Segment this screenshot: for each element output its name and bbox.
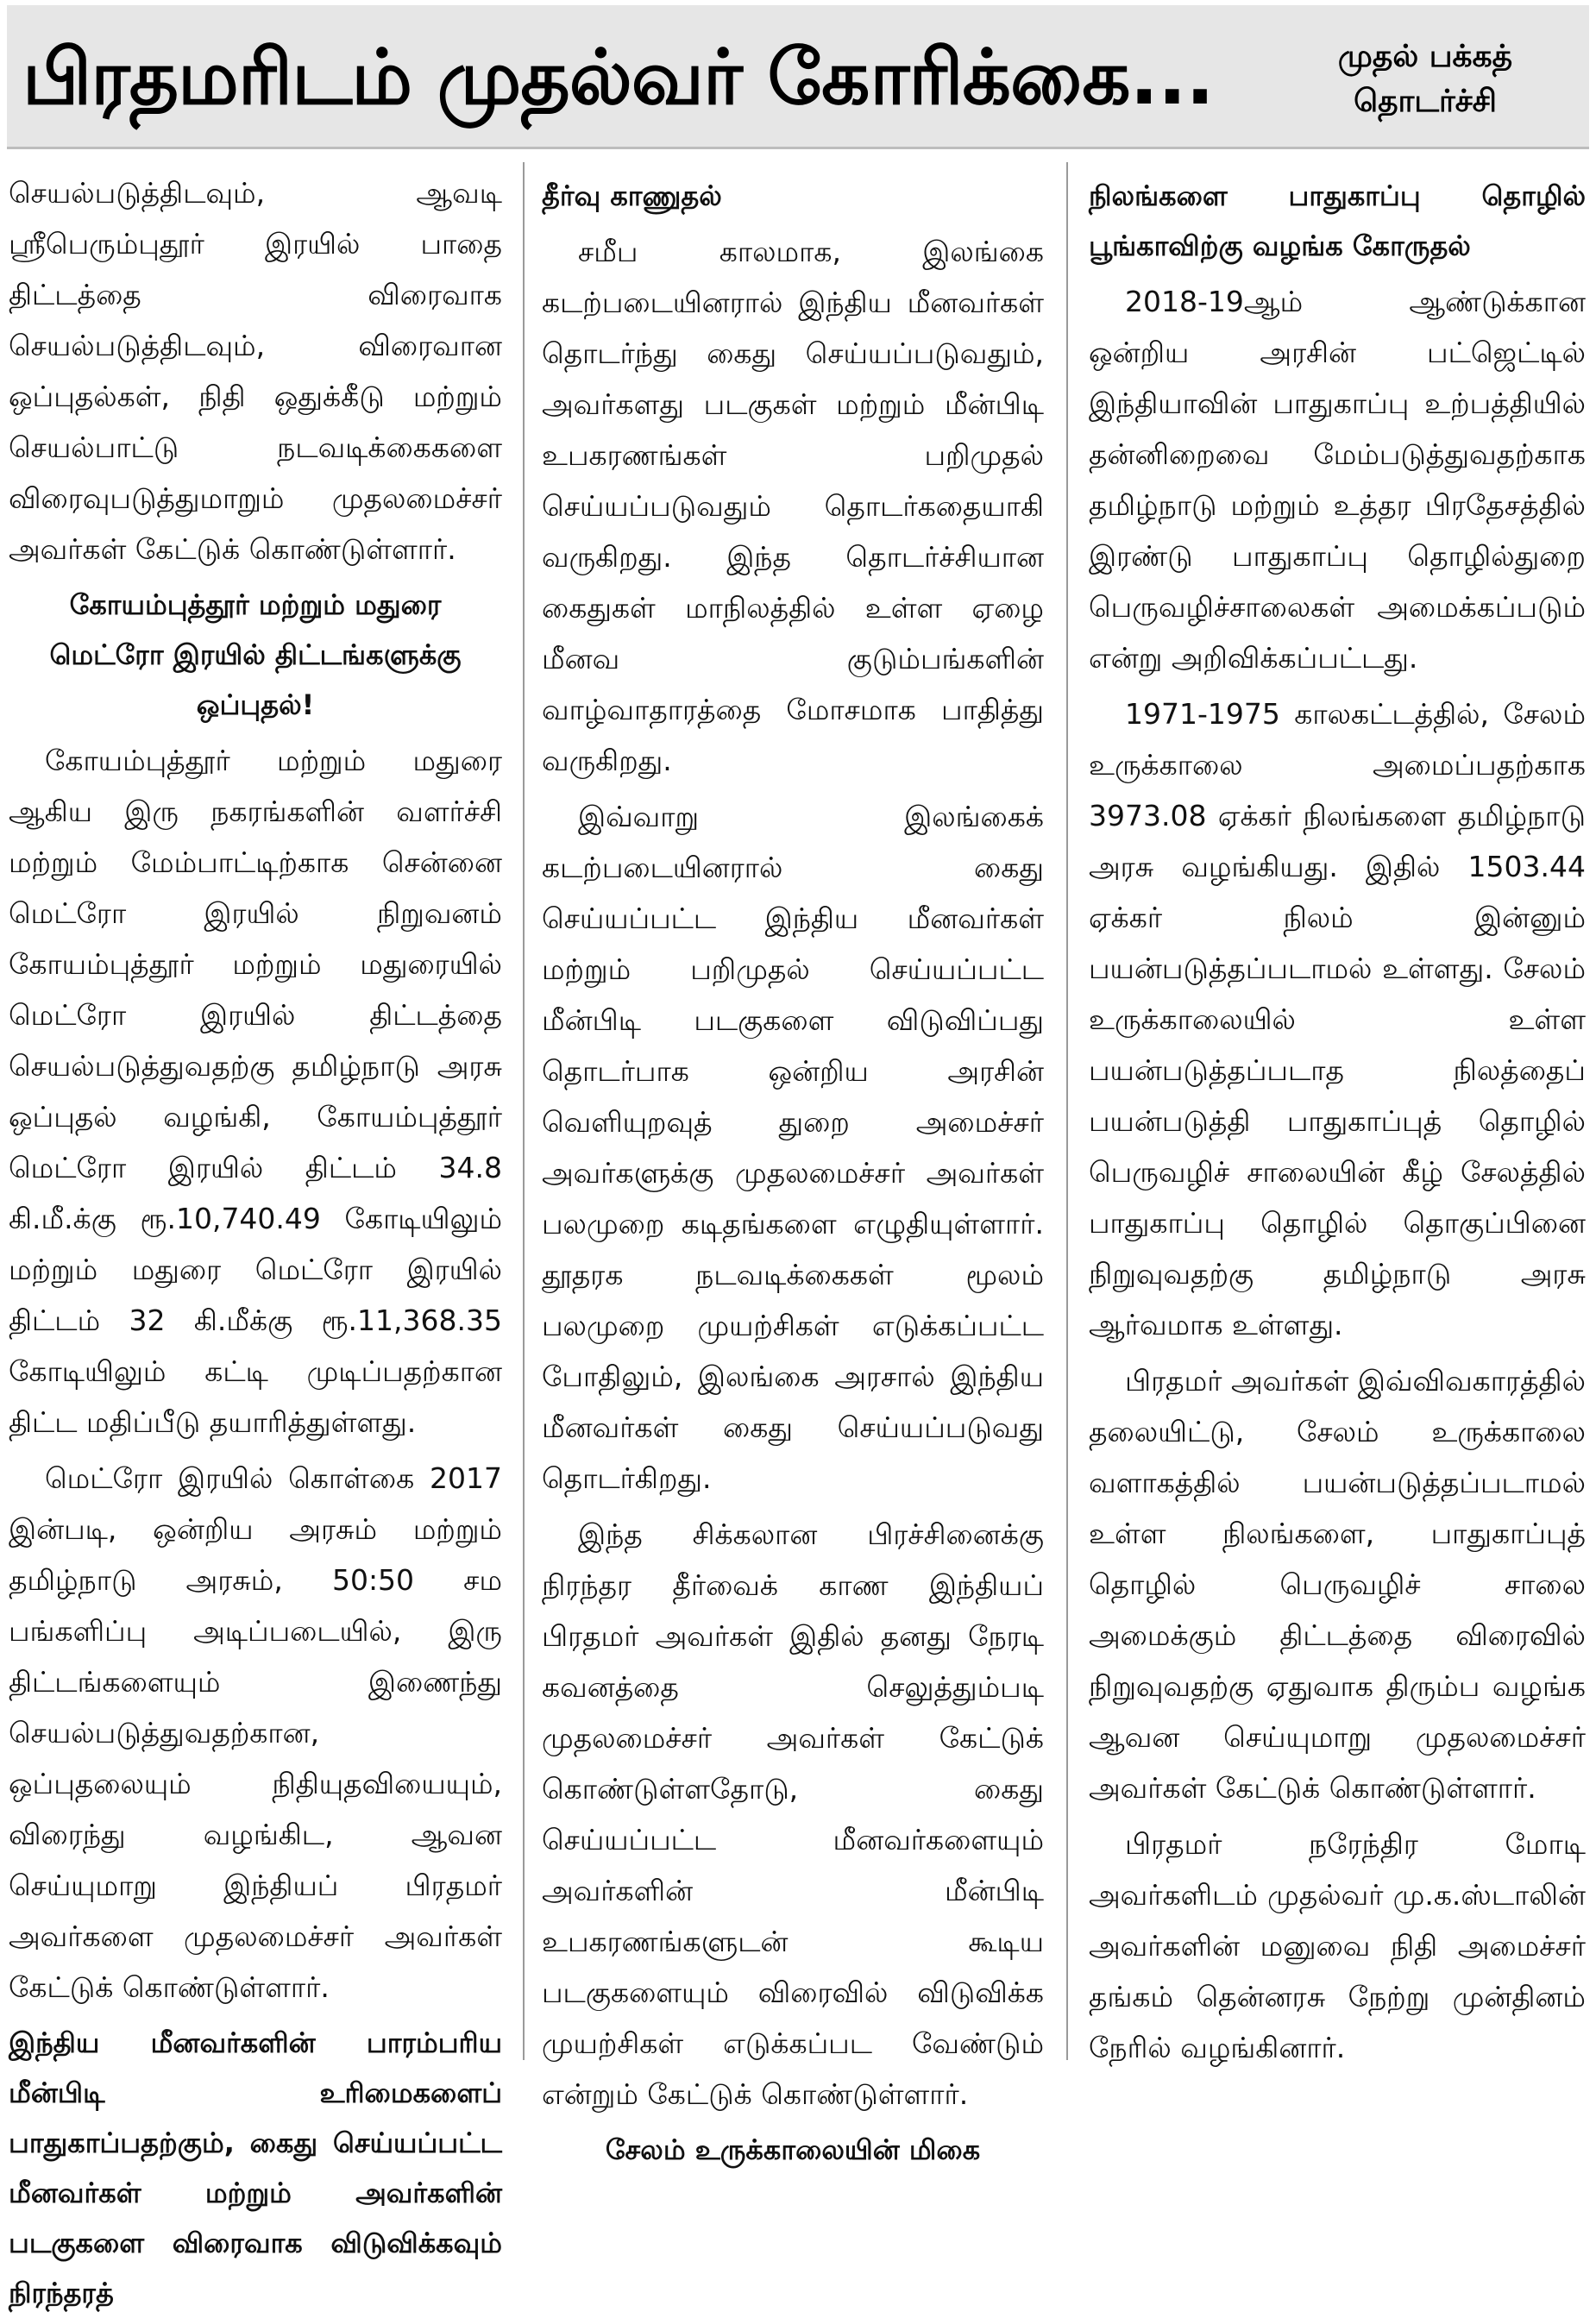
column1-paragraph-1: செயல்படுத்திடவும், ஆவடி ஸ்ரீபெரும்புதூர் இரயில் பாதை திட்டத்தை விரைவாக செயல்படுத்திடவும், விரைவான ஒப்புதல்கள், நிதி ஒதுக்கீடு மற்றும் செயல்பாட்டு நடவடிக்கைகளை விரைவுபடுத்துமாறும் முதலமைச்சர் அவர்கள் கேட்டுக் கொண்டுள்ளார். xyxy=(9,176,502,566)
column-3 xyxy=(1089,167,1586,2064)
column1-subheading-1 xyxy=(9,580,502,730)
column2-paragraph-1: சமீப காலமாக, இலங்கை கடற்படையினரால் இந்திய மீனவர்கள் தொடர்ந்து கைது செய்யப்படுவதும், அவர்களது படகுகள் மற்றும் மீன்பிடி உபகரணங்கள் பறிமுதல் செய்யப்படுவதும் தொடர்கதையாகி வருகிறது. இந்த தொடர்ச்சியான கைதுகள் மாநிலத்தில் உள்ள ஏழை மீனவ குடும்பங்களின் வாழ்வாதாரத்தை மோசமாக பாதித்து வருகிறது. xyxy=(542,235,1044,777)
column1-paragraph-2: கோயம்புத்தூர் மற்றும் மதுரை ஆகிய இரு நகரங்களின் வளர்ச்சி மற்றும் மேம்பாட்டிற்காக சென்னை மெட்ரோ இரயில் நிறுவனம் கோயம்புத்தூர் மற்றும் மதுரையில் மெட்ரோ இரயில் திட்டத்தை செயல்படுத்துவதற்கு தமிழ்நாடு அரசு ஒப்புதல் வழங்கி, கோயம்புத்தூர் மெட்ரோ இரயில் திட்டம் 34.8 கி.மீ.க்கு ரூ.10,740.49 கோடியிலும் மற்றும் மதுரை மெட்ரோ இரயில் திட்டம் 32 கி.மீக்கு ரூ.11,368.35 கோடியிலும் கட்டி முடிப்பதற்கான திட்ட மதிப்பீடு தயாரித்துள்ளது. xyxy=(9,744,502,1439)
continuation-note xyxy=(1296,35,1555,124)
headline-banner xyxy=(7,5,1589,149)
column2-subheading-2: சேலம் உருக்காலையின் மிகை xyxy=(605,2133,981,2166)
column-divider-2 xyxy=(1066,162,1068,2060)
continuation-note-line1: முதல் பக்கத் xyxy=(1337,39,1513,74)
column1-paragraph-3: மெட்ரோ இரயில் கொள்கை 2017 இன்படி, ஒன்றிய அரசும் மற்றும் தமிழ்நாடு அரசும், 50:50 சம பங்களிப்பு அடிப்படையில், இரு திட்டங்களையும் இணைந்து செயல்படுத்துவதற்கான, ஒப்புதலையும் நிதியுதவியையும், விரைந்து வழங்கிட, ஆவன செய்யுமாறு இந்தியப் பிரதமர் அவர்களை முதலமைச்சர் அவர்கள் கேட்டுக் கொண்டுள்ளார். xyxy=(9,1461,502,2004)
continuation-note-line2: தொடர்ச்சி xyxy=(1354,84,1497,119)
column-2 xyxy=(542,167,1044,2166)
column3-paragraph-4: பிரதமர் நரேந்திர மோடி அவர்களிடம் முதல்வர் மு.க.ஸ்டாலின் அவர்களின் மனுவை நிதி அமைச்சர் தங்கம் தென்னரசு நேற்று முன்தினம் நேரில் வழங்கினார். xyxy=(1089,1827,1586,2064)
column3-paragraph-2: 1971-1975 காலகட்டத்தில், சேலம் உருக்காலை அமைப்பதற்காக 3973.08 ஏக்கர் நிலங்களை தமிழ்நாடு அரசு வழங்கியது. இதில் 1503.44 ஏக்கர் நிலம் இன்னும் பயன்படுத்தப்படாமல் உள்ளது. சேலம் உருக்காலையில் உள்ள பயன்படுத்தப்படாத நிலத்தைப் பயன்படுத்தி பாதுகாப்புத் தொழில் பெருவழிச் சாலையின் கீழ் சேலத்தில் பாதுகாப்பு தொழில் தொகுப்பினை நிறுவுவதற்கு தமிழ்நாடு அரசு ஆர்வமாக உள்ளது. xyxy=(1089,697,1586,1341)
column1-subheading-1-line1: கோயம்புத்தூர் மற்றும் மதுரை xyxy=(69,588,442,621)
column-1 xyxy=(9,167,502,2309)
column2-paragraph-2: இவ்வாறு இலங்கைக் கடற்படையினரால் கைது செய்யப்பட்ட இந்திய மீனவர்கள் மற்றும் பறிமுதல் செய்யப்பட்ட மீன்பிடி படகுகளை விடுவிப்பது தொடர்பாக ஒன்றிய அரசின் வெளியுறவுத் துறை அமைச்சர் அவர்களுக்கு முதலமைச்சர் அவர்கள் பலமுறை கடிதங்களை எழுதியுள்ளார். தூதரக நடவடிக்கைகள் மூலம் பலமுறை முயற்சிகள் எடுக்கப்பட்ட போதிலும், இலங்கை அரசால் இந்திய மீனவர்கள் கைது செய்யப்படுவது தொடர்கிறது. xyxy=(542,800,1044,1495)
column3-subheading-1: நிலங்களை பாதுகாப்பு தொழில் பூங்காவிற்கு வழங்க கோருதல் xyxy=(1089,179,1586,262)
headline: பிரதமரிடம் முதல்வர் கோரிக்கை... xyxy=(22,33,1214,122)
column-divider-1 xyxy=(523,162,525,2060)
column2-paragraph-3: இந்த சிக்கலான பிரச்சினைக்கு நிரந்தர தீர்வைக் காண இந்தியப் பிரதமர் அவர்கள் இதில் தனது நேரடி கவனத்தை செலுத்தும்படி முதலமைச்சர் அவர்கள் கேட்டுக் கொண்டுள்ளதோடு, கைது செய்யப்பட்ட மீனவர்களையும் அவர்களின் மீன்பிடி உபகரணங்களுடன் கூடிய படகுகளையும் விரைவில் விடுவிக்க முயற்சிகள் எடுக்கப்பட வேண்டும் என்றும் கேட்டுக் கொண்டுள்ளார். xyxy=(542,1517,1044,2111)
column3-paragraph-3: பிரதமர் அவர்கள் இவ்விவகாரத்தில் தலையிட்டு, சேலம் உருக்காலை வளாகத்தில் பயன்படுத்தப்படாமல் உள்ள நிலங்களை, பாதுகாப்புத் தொழில் பெருவழிச் சாலை அமைக்கும் திட்டத்தை விரைவில் நிறுவுவதற்கு ஏதுவாக திரும்ப வழங்க ஆவன செய்யுமாறு முதலமைச்சர் அவர்கள் கேட்டுக் கொண்டுள்ளார். xyxy=(1089,1364,1586,1805)
column1-subheading-2: இந்திய மீனவர்களின் பாரம்பரிய மீன்பிடி உரிமைகளைப் பாதுகாப்பதற்கும், கைது செய்யப்பட்ட மீனவர்கள் மற்றும் அவர்களின் படகுகளை விரைவாக விடுவிக்கவும் நிரந்தரத் xyxy=(9,2026,502,2309)
column3-paragraph-1: 2018-19ஆம் ஆண்டுக்கான ஒன்றிய அரசின் பட்ஜெட்டில் இந்தியாவின் பாதுகாப்பு உற்பத்தியில் தன்னிறைவை மேம்படுத்துவதற்காக தமிழ்நாடு மற்றும் உத்தர பிரதேசத்தில் இரண்டு பாதுகாப்பு தொழில்துறை பெருவழிச்சாலைகள் அமைக்கப்படும் என்று அறிவிக்கப்பட்டது. xyxy=(1089,285,1586,675)
column1-subheading-1-line2: மெட்ரோ இரயில் திட்டங்களுக்கு ஒப்புதல்! xyxy=(49,638,462,721)
column2-subheading-1: தீர்வு காணுதல் xyxy=(542,179,722,212)
